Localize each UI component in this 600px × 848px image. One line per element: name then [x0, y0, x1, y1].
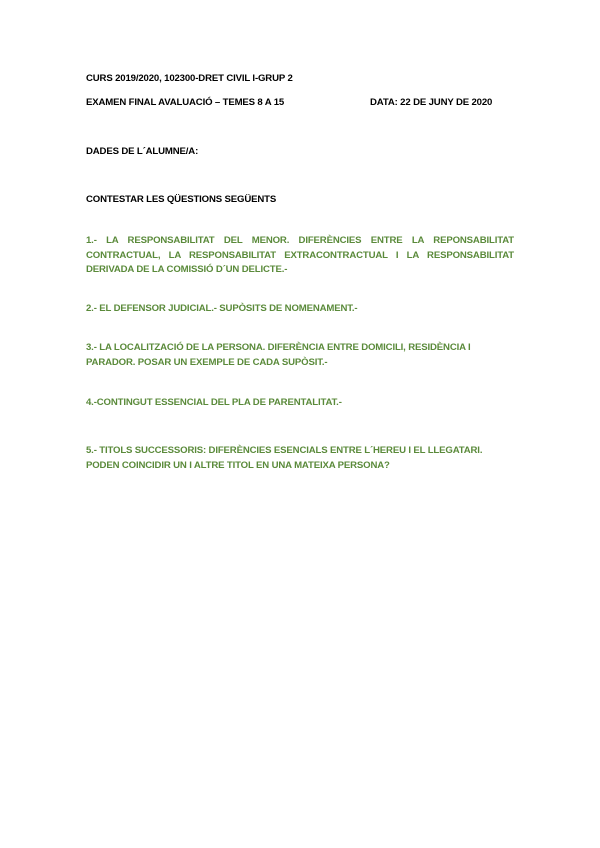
course-heading: CURS 2019/2020, 102300-DRET CIVIL I-GRUP 2: [86, 73, 293, 84]
exam-title: EXAMEN FINAL AVALUACIÓ – TEMES 8 A 15: [86, 97, 285, 108]
question-2: 2.- EL DEFENSOR JUDICIAL.- SUPÒSITS DE NOMENAMENT.-: [86, 303, 358, 314]
student-data-label: DADES DE L´ALUMNE/A:: [86, 146, 199, 157]
instructions: CONTESTAR LES QÜESTIONS SEGÜENTS: [86, 194, 277, 205]
exam-date: DATA: 22 DE JUNY DE 2020: [370, 97, 493, 108]
question-3: 3.- LA LOCALITZACIÓ DE LA PERSONA. DIFERÈNCIA ENTRE DOMICILI, RESIDÈNCIA I PARADOR. POSAR UN EXEMPLE DE CADA SUPÒSIT.-: [86, 342, 471, 368]
question-1: 1.- LA RESPONSABILITAT DEL MENOR. DIFERÈNCIES ENTRE LA REPONSABILITAT CONTRACTUAL, LA RESPONSABILITAT EXTRACONTRACTUAL I LA RESPONSABILITAT DERIVADA DE LA COMISSIÓ D´UN DELICTE.-: [86, 235, 514, 275]
question-5: 5.- TITOLS SUCCESSORIS: DIFERÈNCIES ESENCIALS ENTRE L´HEREU I EL LLEGATARI. PODEN COINCIDIR UN I ALTRE TITOL EN UNA MATEIXA PERSONA?: [86, 445, 483, 471]
question-4: 4.-CONTINGUT ESSENCIAL DEL PLA DE PARENTALITAT.-: [86, 397, 342, 408]
